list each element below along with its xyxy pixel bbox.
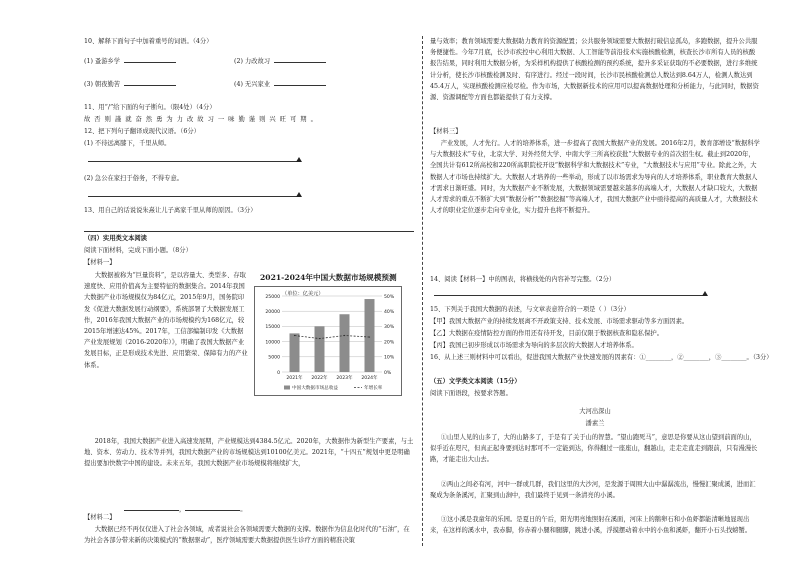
material-3-label: 【材料三】 xyxy=(430,128,462,135)
q12-item-2: (2) 急公在家扫于俗务，不得专意。 xyxy=(84,175,184,182)
answer-line xyxy=(88,196,298,197)
q15-option-c: 【丙】我国已初步形成以市场需求为导向的多层次的大数据人才培养体系。 xyxy=(430,342,638,349)
q14-text: 14、阅读【材料一】中的图表，将横线处的内容补写完整。（2分） xyxy=(430,276,616,283)
y-tick-label-left: 0 xyxy=(277,370,280,376)
q15-option-a: 【甲】我国大数据产业的持续发展离不开政策支持、技术发展、市场需求驱动等多方面因素。 xyxy=(430,318,689,325)
chart-title: 2021-2024年中国大数据市场规模预测 xyxy=(260,273,397,282)
growth-rate-point xyxy=(294,335,295,336)
essay-paragraph-2: ②两山之间必有河，河中一群或几群，我们这里的大沙河，是发源于周围大山中潺潺流出，慢慢汇聚成溪，进而汇聚成为条条溪河，汇聚到山涧中，我们最终于见到一条清亮的小溪。 xyxy=(430,481,756,500)
material-1-side-text: 大数据被称为“巨量资料”，是以容量大、类型多、存取速度快、应用价值高为主要特征的数据集合。2014年我国大数据产业市场规模仅为84亿元，2015年9月，国务院印发《促进大数据发展行动纲要》，系统部署了大数据发展工作，2016年我国大数据产业的市场规模约为168亿元，较2015年增速达45%。2017年，工信部编制印发《大数据产业发展规划（2016-2020年）》，明确了我国大数据产业发展目标，正是形成技术先进、应用繁荣、保障有力的产业体系。 xyxy=(84,272,248,369)
q12-text: 12、把下列句子翻译成现代汉语。（6分） xyxy=(84,128,200,135)
y-tick-label-left: 10000 xyxy=(265,340,280,346)
section-5-title: （五）文学类文本阅读（15分） xyxy=(430,378,521,385)
material-2-label: 【材料二】 xyxy=(84,514,116,521)
column-divider xyxy=(422,36,423,546)
y-tick-label-right: 0% xyxy=(384,370,392,376)
answer-line xyxy=(84,231,414,232)
legend-swatch-bar xyxy=(284,386,290,390)
material-2-text: 大数据已经不再仅仅进入了社会各领域，成者说社会各领域需要大数据的支撑。数据作为信息化时代的“石油”，在为社会各部分带来新的决策模式的“数据驱动”，医疗领域需要大数据提供医生诊疗方面的精准决策 xyxy=(84,526,410,545)
bar xyxy=(290,333,300,372)
growth-rate-point xyxy=(319,338,320,339)
y-tick-label-left: 25000 xyxy=(265,294,280,300)
growth-rate-point xyxy=(369,336,370,337)
chart-unit-label: （单位：亿美元） xyxy=(282,291,324,297)
essay-paragraph-1: ①山里人见的山多了，大的山路多了，于是有了关于山的智慧。“望山跑死马”，意思是你要从这山望到前面的山，似乎近在咫尺，但真正起身要到达时那可不一定能到达，你得翻过一座座山，翻越山，走走走直走到跟前，只有漫漫长路，才能走出大山去。 xyxy=(430,434,758,464)
material-1-label: 【材料一】 xyxy=(84,259,116,266)
y-tick-label-right: 40% xyxy=(384,310,395,315)
q15-text: 15、下列关于我国大数据的表述，与文章表意符合的一项是（ ）（3分） xyxy=(430,306,630,313)
x-tick-label: 2022年 xyxy=(311,376,328,381)
y-tick-label-left: 20000 xyxy=(265,310,280,315)
bar xyxy=(315,326,325,372)
material-1-text: 2018年，我国大数据产业进入高速发展期，产业规模达到4384.5亿元。2020年，大数据作为新型生产要素，与土地、资本、劳动力、技术等并列，我国大数据产业的市场规模达到10100亿美元。2021年，“十四五”规划中更是明确提出要加快数字中国的建设。未来五年，我国大数据产业市场规模将继续扩大， xyxy=(84,438,414,468)
bar xyxy=(365,299,375,372)
y-tick-label-left: 5000 xyxy=(268,355,280,361)
q13-text: 13、用自己的话说说朱熹让儿子离家千里从师的原因。（3分） xyxy=(84,207,257,214)
essay-paragraph-3: ③这小溪是我童年的乐园。是夏日的午后，阳光明亮地照射在溪面，河床上的鹅卵石和小鱼虾都能清晰地显现出来，在这样的溪水中，我赤脚，你赤着小腿和腿脚，跳进小溪，浮摸摆动着水中的小鱼和溪虾，翻开小石头找螃蟹。 xyxy=(430,516,752,535)
legend-label-line: 年增长率 xyxy=(364,386,383,391)
y-tick-label-right: 50% xyxy=(384,294,395,300)
growth-rate-point xyxy=(344,335,345,336)
market-size-chart xyxy=(254,286,402,396)
x-tick-label: 2023年 xyxy=(336,376,353,381)
growth-rate-line xyxy=(295,336,370,339)
section-5-instructions: 阅读下面语段，按要求答题。 xyxy=(430,390,512,397)
material-2-continued: 量与效率；教育领域需要大数据助力教育的资源配置；公共服务领域需要大数据打破信息孤岛，多跑数据，提升公共服务便捷性。今年7月底，长沙市疾控中心利用大数据、人工智能等前沿技术实施核酸检测，核查长沙市所有人员的核酸报告结果，同时利用大数据分析，为采样机构提供了核酸检测的预约系统，提升多采证获取的不必要数据，进行多维统计分析，使长沙市核酸检测及时、有序进行。经过一段时间，长沙市民核酸检测总人数达到8.64万人，检测人数达到45.4万人，实现核酸检测应检尽检。作为市场，大数据新技术的应用可以提高数据处理和分析能力，与此同时，数据资源、资源调配等方面也都能提供了有力支撑。 xyxy=(430,38,759,102)
triangle-marker-icon xyxy=(296,192,302,197)
section-4-title: （四）实用类文本阅读 xyxy=(84,235,147,242)
q16-text: 16、从上述三则材料中可以看出，促进我国大数据产业快速发展的因素有：①________，②________，③________。（3分） xyxy=(430,354,773,361)
q10-item-3: (3) 朝夜勤苦 xyxy=(84,79,414,90)
x-tick-label: 2024年 xyxy=(361,376,378,381)
triangle-marker-icon xyxy=(702,291,708,296)
y-tick-label-left: 15000 xyxy=(265,325,280,331)
essay-author: 潘素兰 xyxy=(585,420,605,427)
bar xyxy=(340,314,350,372)
x-tick-label: 2021年 xyxy=(286,376,303,381)
q10-text: 10、解释下面句子中加着重号的词语。（4分） xyxy=(84,38,213,45)
y-tick-label-right: 30% xyxy=(384,325,395,331)
q14-blanks: ， 。 xyxy=(124,504,454,515)
essay-title: 大河出深山 xyxy=(579,408,611,415)
triangle-marker-icon xyxy=(296,157,302,162)
q12-item-1: (1) 不待远离膝下，千里从师。 xyxy=(84,140,171,147)
q15-option-b: 【乙】大数据在疫情防控方面的作用还有待开发，目前仅限于数据核查和隐私保护。 xyxy=(430,330,663,337)
y-tick-label-right: 10% xyxy=(384,355,395,361)
q10-item-1: (1) 蚤游乡学 xyxy=(84,56,414,67)
answer-line xyxy=(434,295,704,296)
q10-item-4: (4) 无兴家业 xyxy=(234,79,564,90)
q11-sentence: 故 否 则 謹 就 奋 然 勇 为 力 改 故 习 一 味 勤 谨 则 兴 旺 可 期 。 xyxy=(84,116,318,123)
q10-item-2: (2) 力改故习 xyxy=(234,56,564,67)
q11-text: 11、用“/”给下面的句子断句。（限4处）（4分） xyxy=(84,104,216,111)
material-3-text: 产业发展，人才先行。人才的培养体系，进一步提高了我国大数据产业的发展。2016年2月，教育部增设“数据科学与大数据技术”专业，北京大学、对外经贸大学、中南大学三所高校获批“大数据专业的首次招生权。截止到2020年，全国共计有612所高校和220所高职院校开设“数据科学和大数据技术”专业，“大数据技术与应用”专业。除此之外，大数据人才市场也持续扩大。大数据人才培养的一些举动，形成了以市场需求为导向的人才培养体系，职业教育大数据人才需求日渐旺盛。同时，为大数据产业不断发展，大数据领域需要越来越多的高端人才，大数据人才缺口较大，大数据人才需求的重点不断扩大到“数据分析”“数据挖掘”等高端人才，我国大数据产业中亟待提高的高质量人才，大数据技术人才的职业定位逐步走向专业化，实力提升也将不断提升。 xyxy=(430,140,760,215)
answer-line xyxy=(88,161,298,162)
y-tick-label-right: 20% xyxy=(384,340,395,346)
legend-label-bar: 中国大数据市场总收益 xyxy=(292,386,338,391)
section-4-instructions: 阅读下面材料，完成下面小题。（8分） xyxy=(84,247,192,254)
